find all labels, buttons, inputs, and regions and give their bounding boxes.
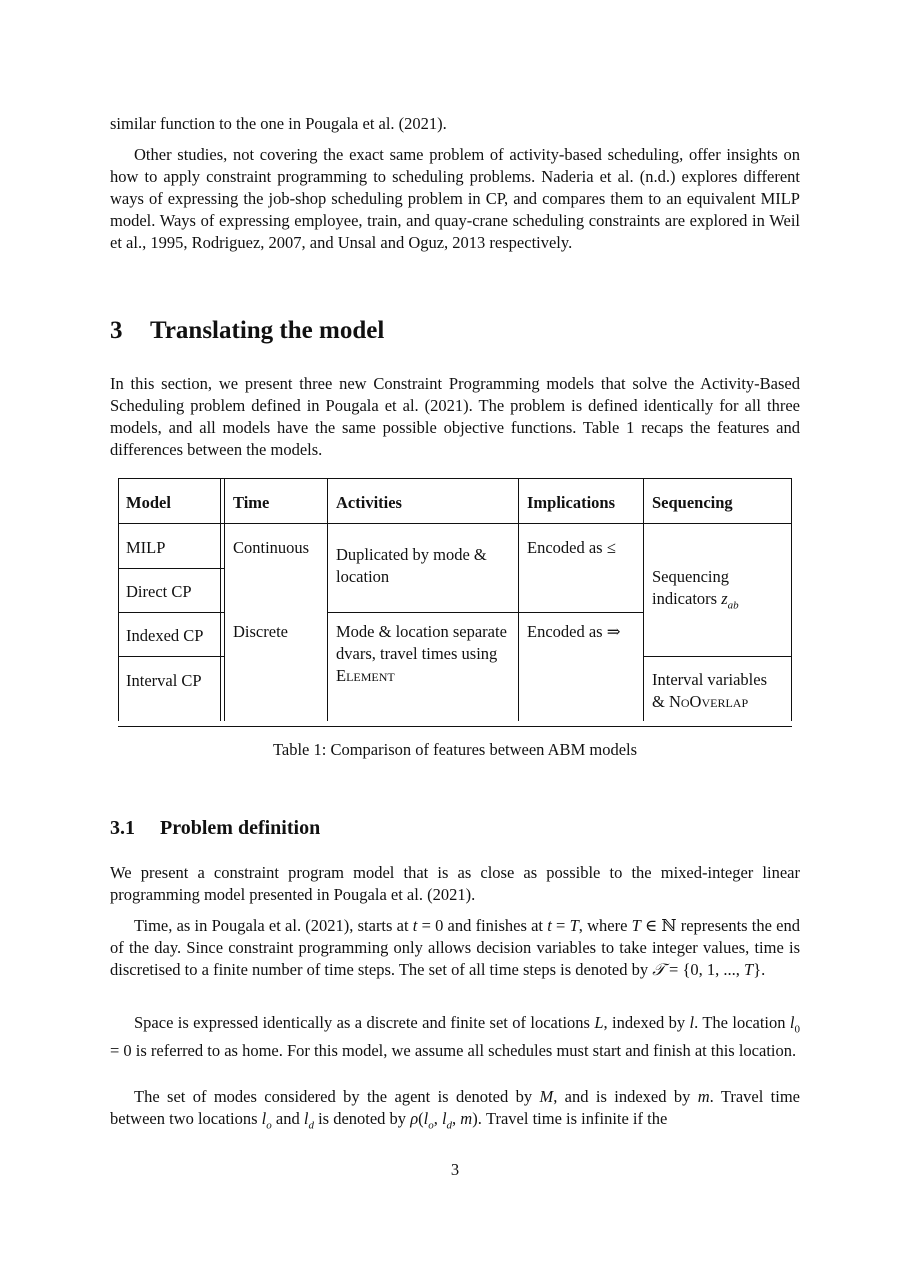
page-number: 3 [450, 1160, 460, 1179]
comparison-table [118, 478, 792, 728]
section-title: Translating the model [150, 317, 385, 344]
activities-separate [328, 621, 518, 687]
sequencing-interval-text: Interval variables & [652, 670, 767, 711]
implications-leq: Encoded as ≤ [527, 538, 616, 557]
section-heading-3 [110, 314, 800, 348]
sequencing-subscript: ab [727, 599, 739, 612]
sequencing-symbol: z [721, 589, 728, 608]
header-time: Time [233, 493, 270, 512]
sequencing-indicators-text: Sequencing indicators [652, 567, 729, 608]
nooverlap-constraint: NoOverlap [668, 692, 749, 711]
model-interval-cp: Interval CP [126, 671, 202, 690]
paragraph-time: Time, as in Pougala et al. (2021), starts at t = 0 and finishes at t = T, where T ∈ ℕ represents the end of the day. Since constraint programming only allows decision variables to take integer values, time is discretised to a finite number of time steps. The set of all time steps is denoted by 𝒯 = {0, 1, ..., T}. [110, 916, 800, 979]
section-heading-3-1 [110, 813, 800, 843]
paragraph-other-studies: Other studies, not covering the exact same problem of activity-based scheduling, offer insights on how to apply constraint programming to scheduling problems. Naderia et al. (n.d.) explores different ways of expressing the job-shop scheduling problem in CP, and compares them to an equivalent MILP model. Ways of expressing employee, train, and quay-crane scheduling constraints are explored in Weil et al., 1995, Rodriguez, 2007, and Unsal and Oguz, 2013 respectively. [110, 145, 800, 252]
paragraph-model-intro: We present a constraint program model that is as close as possible to the mixed-integer linear programming model presented in Pougala et al. (2021). [110, 863, 800, 904]
sequencing-indicators [644, 566, 791, 616]
model-milp: MILP [126, 538, 166, 557]
header-model: Model [126, 493, 171, 512]
sequencing-interval [644, 669, 791, 713]
section-number: 3 [110, 317, 123, 344]
model-direct-cp: Direct CP [126, 582, 192, 601]
paragraph-continuation: similar function to the one in Pougala et al. (2021). [110, 114, 447, 133]
activities-duplicated: Duplicated by mode & location [336, 545, 487, 586]
paragraph-modes: The set of modes considered by the agent is denoted by M, and is indexed by m. Travel time between two locations $l_o$ and $l_d$ is denoted by $\rho(l_o$, $l_d$, m). Travel time is infinite if the [110, 1087, 801, 1132]
model-indexed-cp: Indexed CP [126, 626, 204, 645]
paragraph-intro: In this section, we present three new Constraint Programming models that solve the Activity-Based Scheduling problem defined in Pougala et al. (2021). The problem is defined identically for all three models, and all models have the same possible objective functions. Table 1 recaps the features and differences between the models. [110, 374, 800, 459]
implications-implies: Encoded as ⇒ [527, 622, 621, 641]
subsection-number: 3.1 [110, 817, 135, 839]
time-continuous: Continuous [233, 538, 310, 557]
activities-separate-text: Mode & location separate dvars, travel times using [336, 622, 507, 663]
header-activities: Activities [336, 493, 402, 512]
header-implications: Implications [527, 493, 616, 512]
table-caption: Table 1: Comparison of features between ABM models [272, 740, 638, 759]
header-sequencing: Sequencing [652, 493, 733, 512]
subsection-title: Problem definition [160, 817, 321, 839]
time-discrete: Discrete [233, 622, 288, 641]
paragraph-space: Space is expressed identically as a discrete and finite set of locations L, indexed by l. The location $l_0 = 0$ is referred to as home. For this model, we assume all schedules must start and finish at this location. [110, 1013, 800, 1061]
element-constraint: Element [336, 666, 395, 685]
